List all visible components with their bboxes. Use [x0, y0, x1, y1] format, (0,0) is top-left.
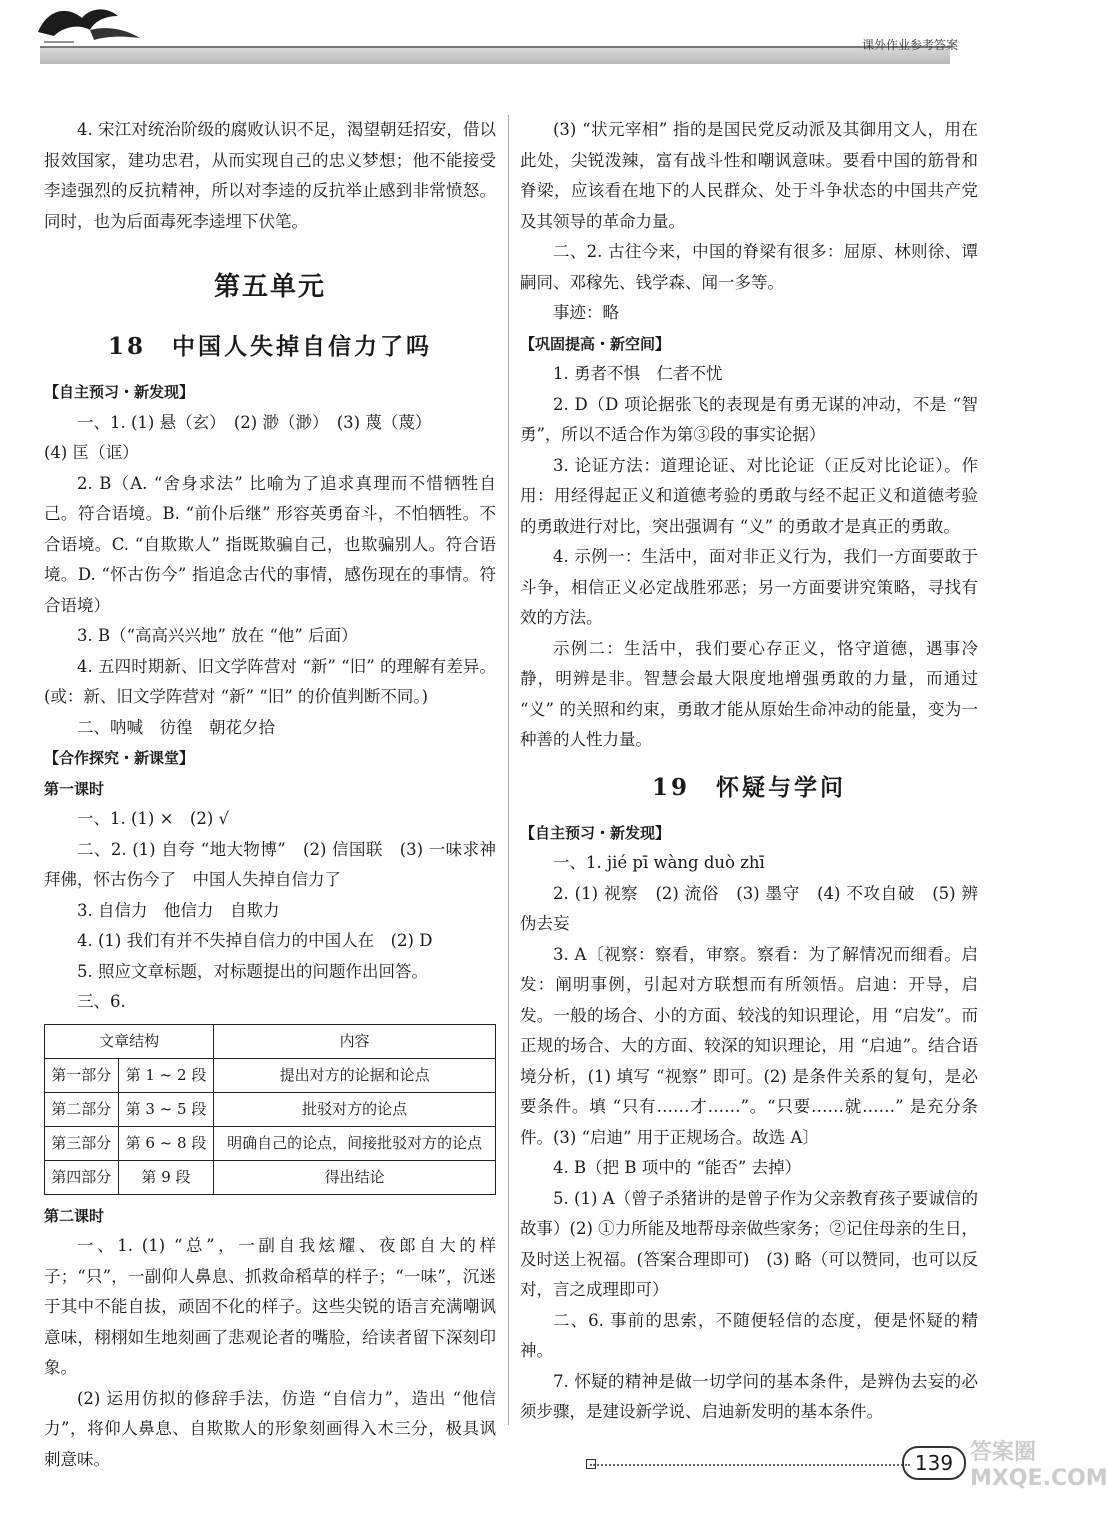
- answer-line: (3) “状元宰相” 指的是国民党反动派及其御用文人，用在此处，尖锐泼辣，富有战斗性和嘲讽意味。要看中国的筋骨和脊梁，应该看在地下的人民群众、处于斗争状态的中国共产党及其领导的革命力量。: [520, 120, 978, 231]
- table-cell: 第二部分: [45, 1092, 119, 1126]
- table-cell: 提出对方的论据和论点: [214, 1058, 496, 1092]
- left-column: [44, 115, 496, 1475]
- table-cell: 明确自己的论点，间接批驳对方的论点: [214, 1126, 496, 1160]
- table-row: [45, 1160, 496, 1194]
- table-cell: 批驳对方的论点: [214, 1092, 496, 1126]
- answer-line: 2. B（A. “舍身求法” 比喻为了追求真理而不惜牺牲自己。符合语境。B. “前仆后继” 形容英勇奋斗，不怕牺牲。不合语境。C. “自欺欺人” 指既欺骗自己，也欺骗别人。符合语境。D. “怀古伤今” 指追念古代的事情，感伤现在的事情。符合语境）: [44, 473, 496, 615]
- answer-line: 3. A〔视察：察看，审察。察看：为了解情况而细看。启发：阐明事例，引起对方联想而有所领悟。启迪：开导，启发。一般的场合、小的方面、较浅的知识理论，用 “启发”。而正规的场合、大的方面、较深的知识理论，用 “启迪”。结合语境分析，(1) 填写 “视察” 即可。(2) 是条件关系的复句，是必要条件。填 “只有……才……”。“只要……就……” 是充分条件。(3) “启迪” 用于正规场合。故选 A〕: [520, 944, 978, 1147]
- answer-line: 二、2. 古往今来，中国的脊梁有很多：屈原、林则徐、谭嗣同、邓稼先、钱学森、闻一多等。: [520, 242, 978, 292]
- answer-line: 4. 示例一：生活中，面对非正义行为，我们一方面要敢于斗争，相信正义必定战胜邪恶；另一方面要讲究策略，寻找有效的方法。: [520, 547, 978, 627]
- watermark: 答案圈 MXQE.COM: [970, 1440, 1108, 1491]
- answer-line: 2. D（D 项论据张飞的表现是有勇无谋的冲动，不是 “智勇”，所以不适合作为第③段的事实论据）: [520, 394, 978, 444]
- right-column: [520, 115, 978, 1428]
- page-number: 139: [902, 1446, 966, 1480]
- answer-line: 5. 照应文章标题，对标题提出的问题作出回答。: [77, 961, 428, 981]
- section-preview: 【自主预习・新发现】: [520, 823, 671, 842]
- answer-line: 一、1. (1) 悬（玄） (2) 渺（渺） (3) 蔑（蔑）: [77, 412, 432, 432]
- table-cell: 第三部分: [45, 1126, 119, 1160]
- answer-line: 二、呐喊 彷徨 朝花夕拾: [77, 717, 275, 737]
- answer-line: 2. (1) 视察 (2) 流俗 (3) 墨守 (4) 不攻自破 (5) 辨伪去妄: [520, 883, 978, 933]
- answer-line: 4. B（把 B 项中的 “能否” 去掉）: [553, 1158, 802, 1177]
- header-title: 课外作业参考答案: [861, 38, 958, 52]
- section-explore: 【合作探究・新课堂】: [44, 749, 195, 767]
- table-cell: 第一部分: [45, 1058, 119, 1092]
- answer-line: 4. (1) 我们有并不失掉自信力的中国人在 (2) D: [77, 931, 433, 950]
- lesson-period-1: 第一课时: [44, 779, 105, 798]
- lesson-18-title: 18 中国人失掉自信力了吗: [107, 333, 432, 360]
- answer-line: 二、6. 事前的思索，不随便轻信的态度，便是怀疑的精神。: [520, 1310, 978, 1360]
- intro-answer: 4. 宋江对统治阶级的腐败认识不足，渴望朝廷招安，借以报效国家，建功忠君，从而实现自己的忠义梦想；他不能接受李逵强烈的反抗精神，所以对李逵的反抗举止感到非常愤怒。同时，也为后面毒死李逵埋下伏笔。: [44, 120, 496, 231]
- table-cell: 第四部分: [45, 1160, 119, 1194]
- answer-line: 3. 自信力 他信力 自欺力: [77, 900, 280, 920]
- answer-line: 4. 五四时期新、旧文学阵营对 “新” “旧” 的理解有差异。(或：新、旧文学阵营对 “新” “旧” 的价值判断不同。): [44, 656, 496, 706]
- structure-table: [44, 1024, 496, 1195]
- answer-line: (2) 运用仿拟的修辞手法，仿造 “自信力”，造出 “他信力”，将仰人鼻息、自欺欺人的形象刻画得入木三分，极具讽刺意味。: [44, 1388, 496, 1469]
- answer-line: 一、1. (1) × (2) √: [77, 809, 230, 828]
- column-divider: [508, 115, 509, 1425]
- table-header: 文章结构: [45, 1024, 214, 1058]
- answer-line: 二、2. (1) 自夸 “地大物博” (2) 信国联 (3) 一味求神拜佛，怀古伤今了 中国人失掉自信力了: [44, 839, 496, 889]
- answer-line: 三、6.: [77, 992, 126, 1011]
- table-header: 内容: [214, 1024, 496, 1058]
- answer-line: 示例二：生活中，我们要心存正义，恪守道德，遇事冷静，明辨是非。智慧会最大限度地增强勇敢的力量，而通过 “义” 的关照和约束，勇敢才能从原始生命冲动的能量，变为一种善的人性力量。: [520, 638, 978, 749]
- table-row: [45, 1092, 496, 1126]
- answer-line: 7. 怀疑的精神是做一切学问的基本条件，是辨伪去妄的必须步骤，是建设新学说、启迪新发明的基本条件。: [520, 1371, 978, 1421]
- answer-line: 一、1. jié pī wàng duò zhī: [553, 853, 765, 872]
- answer-line: 事迹：略: [553, 303, 619, 322]
- table-row: [45, 1058, 496, 1092]
- lesson-period-2: 第二课时: [44, 1206, 105, 1225]
- answer-line: (4) 匡（诓）: [44, 443, 139, 462]
- section-consolidate: 【巩固提高・新空间】: [520, 334, 671, 353]
- footer-dotted-rule: [590, 1462, 910, 1466]
- section-preview: 【自主预习・新发现】: [44, 383, 195, 401]
- table-cell: 得出结论: [214, 1160, 496, 1194]
- answer-line: 1. 勇者不惧 仁者不忧: [553, 364, 723, 383]
- table-cell: 第 3 ~ 5 段: [118, 1092, 214, 1126]
- answer-line: 3. B（“高高兴兴地” 放在 “他” 后面）: [77, 626, 358, 645]
- header-band: [40, 48, 950, 64]
- table-cell: 第 9 段: [118, 1160, 214, 1194]
- answer-line: 3. 论证方法：道理论证、对比论证（正反对比论证）。作用：用经得起正义和道德考验的勇敢与经不起正义和道德考验的勇敢进行对比，突出强调有 “义” 的勇敢才是真正的勇敢。: [520, 455, 978, 536]
- answer-line: 一、1. (1) “总”，一副自我炫耀、夜郎自大的样子；“只”，一副仰人鼻息、抓救命稻草的样子；“一味”，沉迷于其中不能自拔，顽固不化的样子。这些尖锐的语言充满嘲讽意味，栩栩如生地刻画了悲观论者的嘴脸，给读者留下深刻印象。: [44, 1236, 496, 1377]
- table-cell: 第 6 ~ 8 段: [118, 1126, 214, 1160]
- table-header-row: [45, 1024, 496, 1058]
- answer-line: 5. (1) A（曾子杀猪讲的是曾子作为父亲教育孩子要诚信的故事）(2) ①力所能及地帮母亲做些家务；②记住母亲的生日，及时送上祝福。(答案合理即可) (3) 略（可以赞同，也可以反对，言之成理即可）: [520, 1188, 978, 1299]
- lesson-19-title: 19 怀疑与学问: [651, 773, 846, 801]
- table-cell: 第 1 ~ 2 段: [118, 1058, 214, 1092]
- bird-logo-icon: [34, 2, 144, 48]
- table-row: [45, 1126, 496, 1160]
- unit-title: 第五单元: [213, 272, 326, 302]
